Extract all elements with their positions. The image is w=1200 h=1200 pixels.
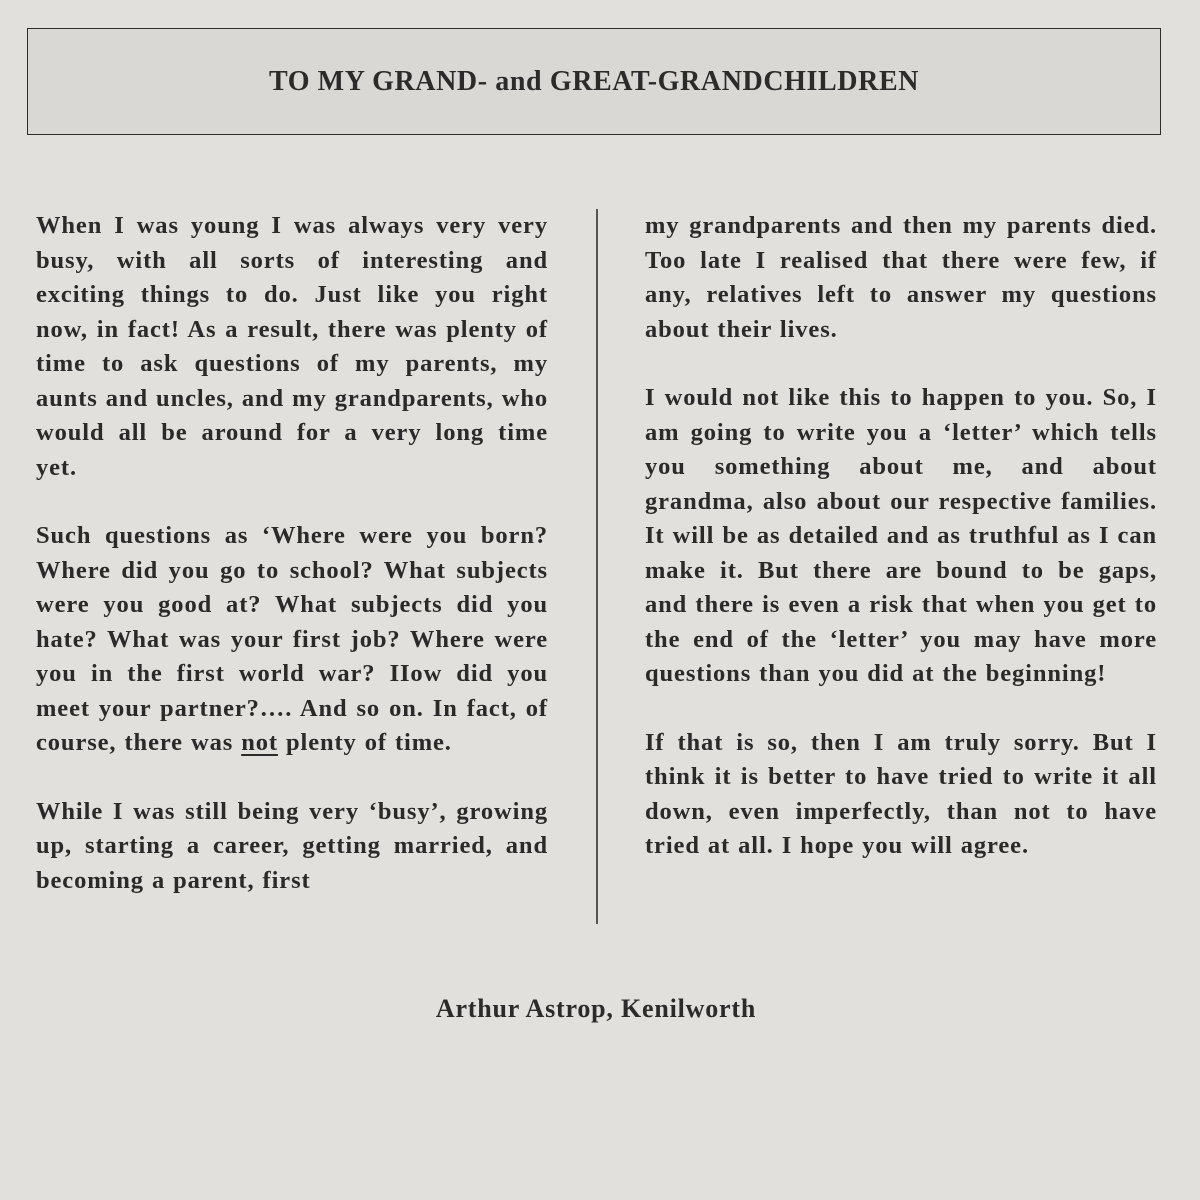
left-column [36,209,548,898]
signature: Arthur Astrop, Kenilworth [435,994,757,1023]
paragraph-right-2: I would not like this to happen to you. So, I am going to write you a ‘letter’ which tells you something about me, and about grandma, also about our respective families. It will be as detailed and as truthful as I can make it. But there are bound to be gaps, and there is even a risk that when you get to the end of the ‘letter’ you may have more questions than you did at the beginning! [645,384,1157,687]
page-title: TO MY GRAND- and GREAT-GRANDCHILDREN [268,65,920,97]
paragraph-left-2-text-a: Such questions as ‘Where were you born? Where did you go to school? What subjects were you good at? What subjects did you hate? What was your first job? Where were you in the first world war? IIow did you meet your partner?…. And so on. In fact, of course, there was [36,522,548,756]
title-box [27,28,1161,135]
right-column [645,209,1157,864]
paragraph-right-1: my grandparents and then my parents died. Too late I realised that there were few, if any, relatives left to answer my questions about their lives. [645,212,1157,343]
column-divider [596,209,598,924]
paragraph-left-2-text-b: plenty of time. [277,729,452,756]
paragraph-left-1: When I was young I was always very very busy, with all sorts of interesting and exciting things to do. Just like you right now, in fact! As a result, there was plenty of time to ask questions of my parents, my aunts and uncles, and my grandparents, who would all be around for a very long time yet. [36,212,548,481]
paragraph-right-3: If that is so, then I am truly sorry. But I think it is better to have tried to write it all down, even imperfectly, than not to have tried at all. I hope you will agree. [645,728,1157,859]
underlined-word: not [241,729,278,756]
paragraph-left-2 [36,519,548,761]
paragraph-left-3: While I was still being very ‘busy’, growing up, starting a career, getting married, and becoming a parent, first [36,797,548,894]
